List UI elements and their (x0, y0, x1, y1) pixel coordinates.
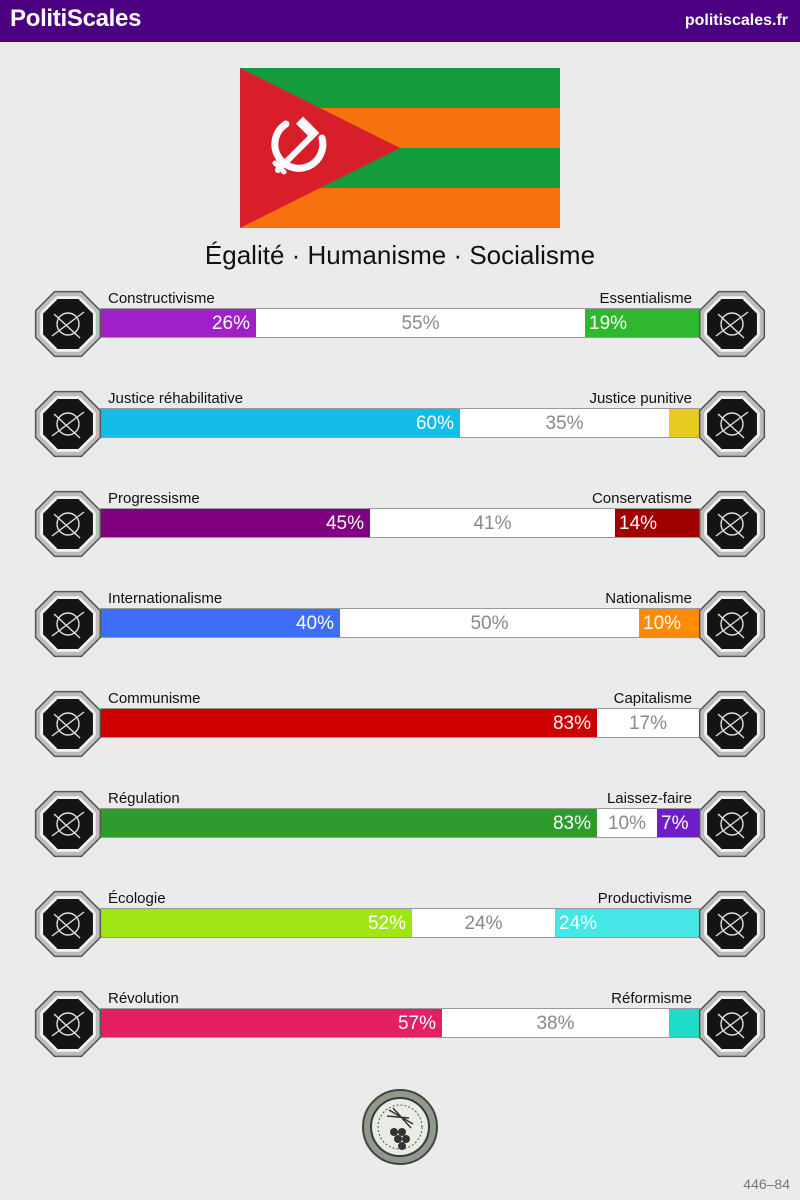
site-url[interactable]: politiscales.fr (684, 12, 788, 29)
axis-right-label: Essentialisme (599, 290, 692, 307)
axis-bar (100, 708, 700, 738)
axis-left-segment: 83% (101, 709, 597, 737)
axis-left-segment: 83% (101, 809, 597, 837)
axis-right-label: Laissez-faire (606, 790, 692, 807)
axis-right-segment: 14% (615, 509, 699, 537)
axis-neutral-segment: 41% (473, 513, 512, 534)
axis-bar (100, 808, 700, 838)
flag-icon (696, 588, 768, 660)
axis-bar (100, 608, 700, 638)
axis-neutral-segment: 10% (607, 813, 647, 834)
axis-right-segment (669, 1009, 699, 1037)
axis-neutral-segment: 17% (628, 713, 668, 734)
axis-right-segment: 7% (657, 809, 699, 837)
eye-icon (32, 288, 104, 360)
axis-neutral-segment: 50% (470, 613, 509, 634)
seal-icon (361, 1088, 439, 1166)
axis-right-segment (669, 409, 699, 437)
dna-flower-icon (696, 288, 768, 360)
axis-right-label: Réformisme (611, 990, 692, 1007)
axis-right-segment: 19% (585, 309, 699, 337)
axis-bar (100, 1008, 700, 1038)
hammer-sickle-icon (32, 688, 104, 760)
axis-left-label: Écologie (108, 890, 166, 907)
axis-right-label: Nationalisme (605, 590, 692, 607)
axis-right-segment: 10% (639, 609, 699, 637)
sprout-icon (32, 888, 104, 960)
axis-left-label: Justice réhabilitative (108, 390, 244, 407)
axis-row (0, 288, 800, 368)
brand-title: PolitiScales (10, 5, 142, 32)
axis-neutral-segment: 35% (545, 413, 584, 434)
axis-bar (100, 508, 700, 538)
raised-fist-icon (32, 988, 104, 1060)
axis-bar (100, 308, 700, 338)
axis-row (0, 788, 800, 868)
gear-icon (696, 888, 768, 960)
axis-left-label: Régulation (108, 790, 180, 807)
handshake-icon (32, 388, 104, 460)
axis-left-label: Communisme (108, 690, 201, 707)
slogan: Égalité · Humanisme · Socialisme (204, 240, 596, 270)
axis-left-segment: 45% (101, 509, 370, 537)
axis-row (0, 988, 800, 1068)
axis-right-label: Conservatisme (591, 490, 692, 507)
axis-neutral-segment: 55% (401, 313, 440, 334)
axis-left-segment: 40% (101, 609, 340, 637)
axis-row (0, 588, 800, 668)
axis-bar (100, 408, 700, 438)
axis-right-label: Capitalisme (613, 690, 692, 707)
axis-left-segment: 26% (101, 309, 256, 337)
globe-laurel-icon (32, 588, 104, 660)
ruler-compass-icon (32, 788, 104, 860)
axis-right-label: Justice punitive (589, 390, 692, 407)
butterfly-icon (696, 788, 768, 860)
prison-bars-icon (696, 388, 768, 460)
axis-row (0, 688, 800, 768)
axis-row (0, 488, 800, 568)
axis-row (0, 388, 800, 468)
money-bag-icon (696, 688, 768, 760)
axis-left-segment: 60% (101, 409, 460, 437)
flag (240, 68, 560, 228)
axis-right-segment: 24% (555, 909, 699, 937)
rocket-icon (32, 488, 104, 560)
axis-left-label: Constructivisme (108, 290, 215, 307)
axis-left-label: Révolution (108, 990, 179, 1007)
result-code: 446–84 (743, 1176, 790, 1192)
axis-left-label: Internationalisme (108, 590, 223, 607)
parliament-icon (696, 988, 768, 1060)
axis-left-segment: 57% (101, 1009, 442, 1037)
axis-bar (100, 908, 700, 938)
axis-neutral-segment: 24% (464, 913, 503, 934)
header-bar (0, 0, 800, 42)
axis-left-label: Progressisme (108, 490, 200, 507)
axis-left-segment: 52% (101, 909, 412, 937)
axis-right-label: Productivisme (597, 890, 692, 907)
axis-neutral-segment: 38% (536, 1013, 575, 1034)
quill-pen-icon (696, 488, 768, 560)
axis-row (0, 888, 800, 968)
